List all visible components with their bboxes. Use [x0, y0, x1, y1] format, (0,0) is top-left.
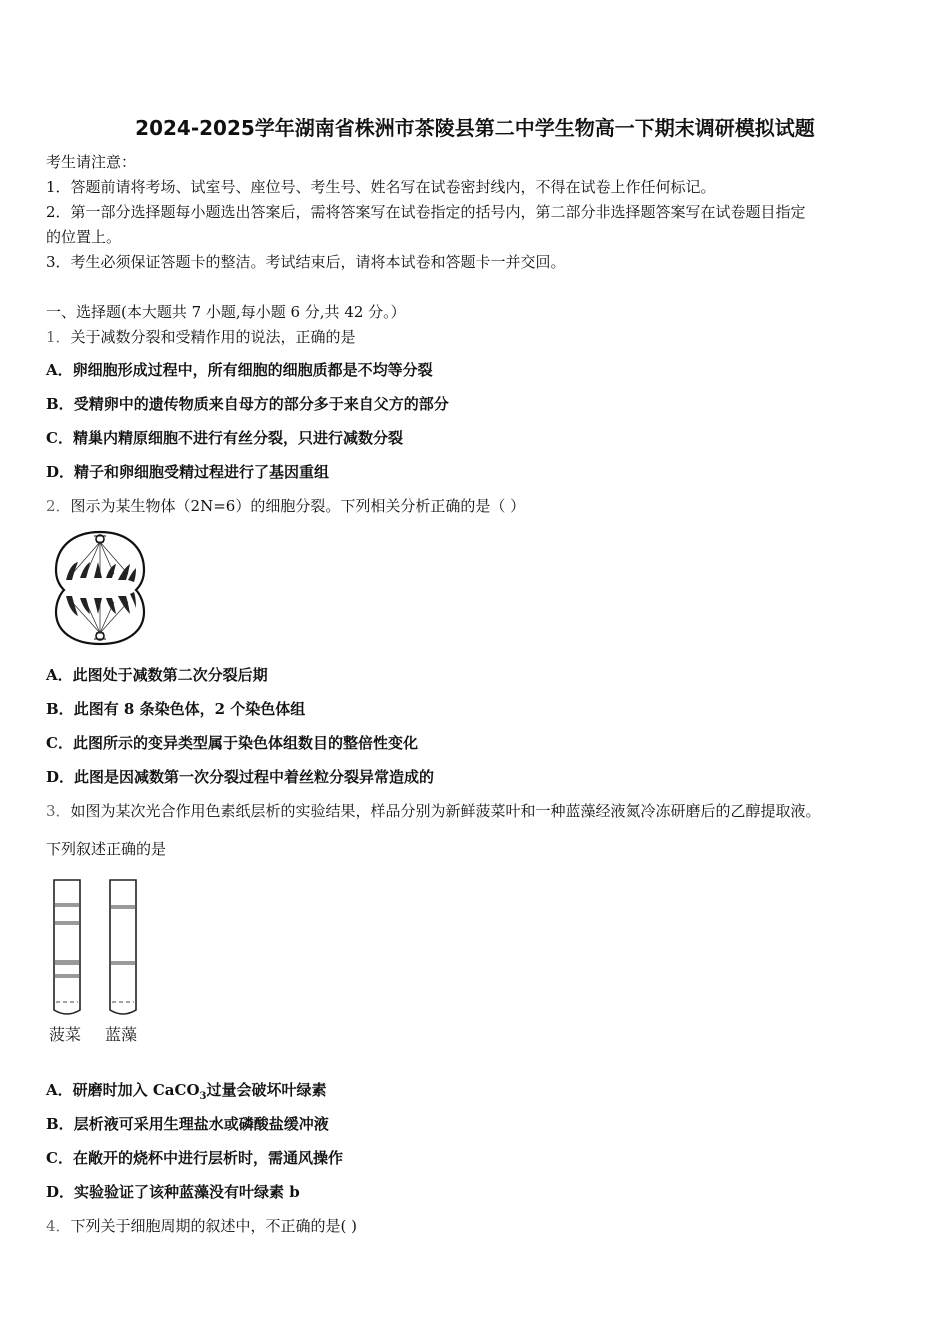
option-text: 卵细胞形成过程中，所有细胞的细胞质都是不均等分裂	[72, 361, 433, 379]
pigment-band	[55, 974, 79, 978]
notice-item: 的位置上。	[46, 228, 122, 246]
question-text: 下列关于细胞周期的叙述中，不正确的是( )	[70, 1217, 358, 1235]
question-number: 3．	[46, 802, 71, 820]
option-text: 过量会破坏叶绿素	[206, 1081, 327, 1099]
pigment-band	[111, 961, 135, 965]
question-number: 1．	[46, 328, 71, 346]
question-4-stem	[46, 1216, 906, 1236]
question-text: 图示为某生物体（2N=6）的细胞分裂。下列相关分析正确的是（ ）	[70, 497, 526, 515]
option-letter: D．	[46, 1183, 75, 1201]
option-letter: D．	[46, 768, 75, 786]
option-row	[46, 733, 906, 753]
option-letter: C．	[46, 1149, 73, 1167]
notice-item: 3．考生必须保证答题卡的整洁。考试结束后，请将本试卷和答题卡一并交回。	[46, 253, 566, 271]
option-text: 精子和卵细胞受精过程进行了基因重组	[74, 463, 330, 481]
option-letter: B．	[46, 700, 74, 718]
option-row	[46, 1148, 906, 1168]
question-1-stem	[46, 327, 906, 347]
pigment-band	[55, 960, 79, 965]
option-row	[46, 360, 906, 380]
notice-item: 2．第一部分选择题每小题选出答案后，需将答案写在试卷指定的括号内，第二部分非选择题答案写在试卷题目指定	[46, 203, 806, 221]
option-letter: A．	[46, 666, 73, 684]
option-row	[46, 665, 906, 685]
option-text: 受精卵中的遗传物质来自母方的部分多于来自父方的部分	[73, 395, 449, 413]
option-text: 此图是因减数第一次分裂过程中着丝粒分裂异常造成的	[74, 768, 435, 786]
option-row	[46, 1080, 906, 1107]
option-letter: B．	[46, 395, 74, 413]
option-row	[46, 1182, 906, 1202]
option-row	[46, 1114, 906, 1134]
option-text: 此图处于减数第二次分裂后期	[72, 666, 268, 684]
option-text: 实验验证了该种蓝藻没有叶绿素 b	[74, 1183, 300, 1201]
option-text: 在敞开的烧杯中进行层析时，需通风操作	[72, 1149, 343, 1167]
notice-item: 1．答题前请将考场、试室号、座位号、考生号、姓名写在试卷密封线内，不得在试卷上作任何标记。	[46, 178, 716, 196]
question-number: 4．	[46, 1217, 71, 1235]
notice-heading: 考生请注意：	[46, 153, 137, 171]
cell-division-figure	[50, 528, 150, 648]
option-text: 精巢内精原细胞不进行有丝分裂，只进行减数分裂	[72, 429, 403, 447]
option-row	[46, 462, 906, 482]
option-letter: C．	[46, 429, 73, 447]
pigment-band	[111, 905, 135, 909]
option-letter: A．	[46, 1081, 73, 1099]
option-letter: C．	[46, 734, 73, 752]
subscript: 3	[199, 1091, 207, 1102]
option-text: 研磨时加入 CaCO	[72, 1081, 200, 1099]
question-text: 关于减数分裂和受精作用的说法，正确的是	[70, 328, 356, 346]
pigment-band	[55, 921, 79, 925]
question-2-stem	[46, 496, 906, 516]
option-letter: B．	[46, 1115, 74, 1133]
question-3-stem	[46, 801, 906, 821]
page-title: 2024-2025学年湖南省株洲市茶陵县第二中学生物高一下期末调研模拟试题	[135, 116, 815, 140]
question-text: 如图为某次光合作用色素纸层析的实验结果，样品分别为新鲜菠菜叶和一种蓝藻经液氮冷冻研磨后的乙醇提取液。	[70, 802, 821, 820]
option-row	[46, 428, 906, 448]
option-letter: D．	[46, 463, 75, 481]
chromatography-figure	[48, 876, 148, 1021]
section-heading: 一、选择题(本大题共 7 小题,每小题 6 分,共 42 分。）	[46, 303, 406, 321]
option-row	[46, 394, 906, 414]
question-number: 2．	[46, 497, 71, 515]
question-3-stem-continued: 下列叙述正确的是	[46, 840, 167, 858]
figure-label-spinach: 菠菜	[49, 1025, 82, 1044]
option-text: 此图有 8 条染色体，2 个染色体组	[73, 700, 306, 718]
option-text: 此图所示的变异类型属于染色体组数目的整倍性变化	[72, 734, 418, 752]
figure-label-cyanobacteria: 蓝藻	[105, 1025, 138, 1044]
option-row	[46, 767, 906, 787]
option-row	[46, 699, 906, 719]
option-text: 层析液可采用生理盐水或磷酸盐缓冲液	[73, 1115, 329, 1133]
pigment-band	[55, 903, 79, 907]
option-letter: A．	[46, 361, 73, 379]
